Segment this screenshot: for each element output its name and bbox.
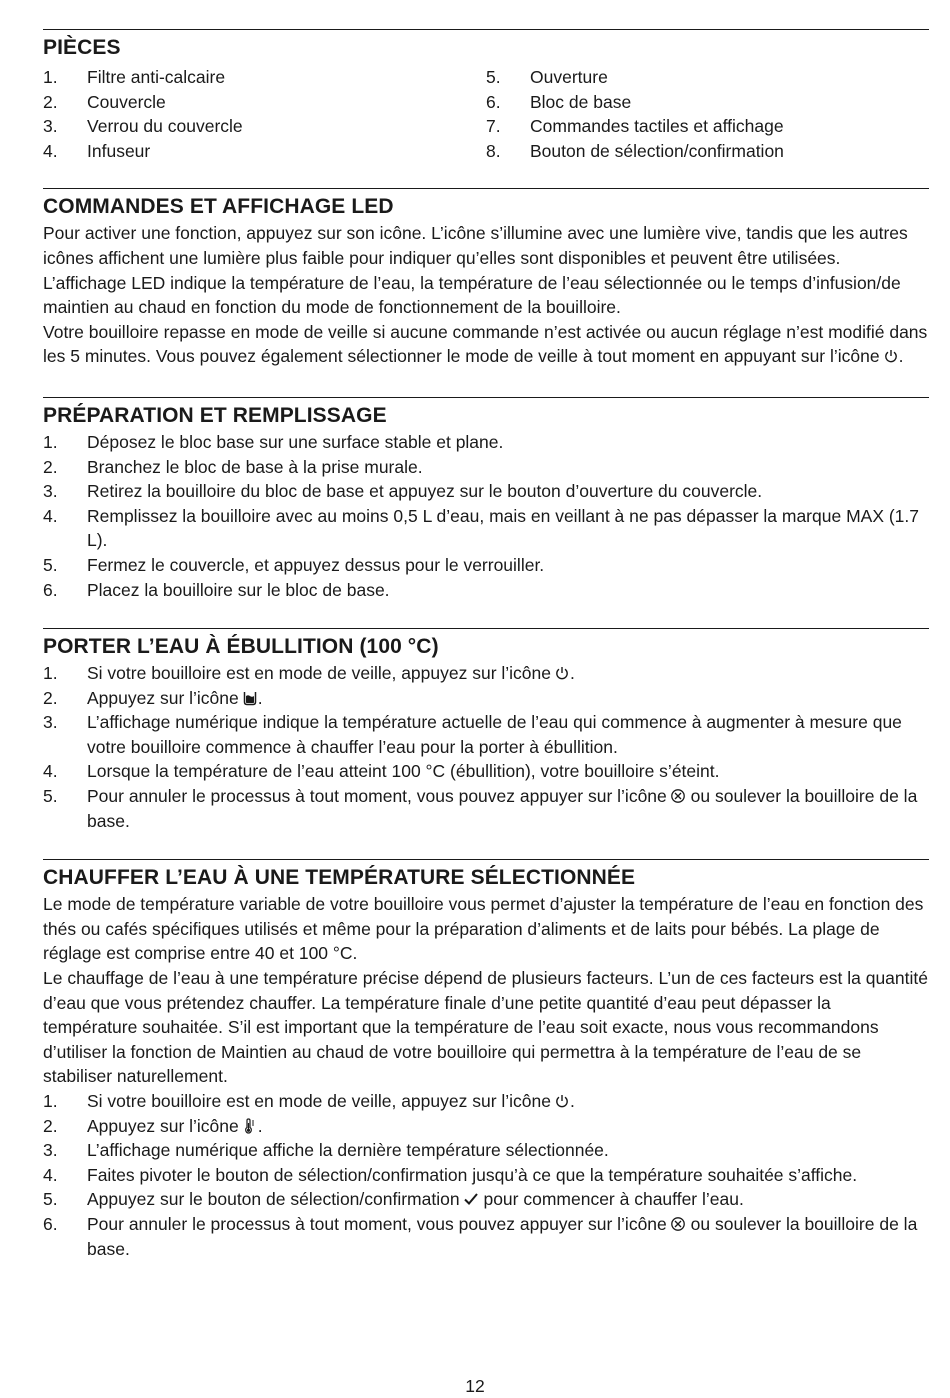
item-number: 4.: [43, 140, 58, 161]
item-number: 3.: [43, 481, 58, 502]
item-text: Ouverture: [530, 67, 608, 87]
item-text: Remplissez la bouilloire avec au moins 0,5 L d’eau, mais en veillant à ne pas dépasser la marque MAX (1.7 L).: [87, 505, 920, 551]
list-item: [486, 65, 929, 90]
boil-list: [43, 661, 929, 833]
item-text: Commandes tactiles et affichage: [530, 116, 784, 137]
item-text: Déposez le bloc base sur une surface stable et plane.: [87, 431, 504, 452]
power-icon: [554, 665, 570, 681]
list-item: [43, 578, 929, 603]
item-text: Placez la bouilloire sur le bloc de base.: [87, 579, 390, 600]
item-text: Couvercle: [87, 91, 166, 112]
heat-heading: CHAUFFER L’EAU À UNE TEMPÉRATURE SÉLECTIONNÉE: [43, 866, 636, 890]
item-number: 5.: [43, 554, 58, 575]
list-item: [486, 139, 929, 164]
list-item: 3. L’affichage numérique indique la température actuelle de l’eau qui commence à augmenter à mesure que votre bouilloire commence à chauffer l’eau pour la porter à ébullition.: [43, 712, 902, 757]
manual-page: [43, 0, 929, 1261]
list-item: 2. Appuyez sur l’icône .: [43, 1115, 263, 1136]
item-number: 6.: [43, 579, 58, 600]
item-text: Bouton de sélection/confirmation: [530, 140, 784, 161]
item-number: 6.: [486, 91, 501, 112]
item-text: Retirez la bouilloire du bloc de base et appuyez sur le bouton d’ouverture du couvercle.: [87, 481, 763, 502]
boil-section: [43, 628, 929, 833]
item-number: 1.: [43, 431, 58, 452]
list-item: 4. Lorsque la température de l’eau atteint 100 °C (ébullition), votre bouilloire s’éteint.: [43, 761, 720, 782]
item-number: 7.: [486, 116, 501, 137]
item-text: Verrou du couvercle: [87, 116, 243, 137]
thermometer-icon: [242, 1118, 258, 1134]
cancel-icon: [670, 1216, 686, 1232]
item-text: Branchez le bloc de base à la prise murale.: [87, 456, 423, 477]
list-item: 2. Appuyez sur l’icône .: [43, 687, 263, 708]
parts-section: [43, 29, 929, 163]
page-number: 12: [465, 1376, 485, 1396]
list-item: [43, 114, 486, 139]
parts-heading: PIÈCES: [43, 36, 121, 59]
item-number: 5.: [486, 67, 501, 87]
item-text: Filtre anti-calcaire: [87, 67, 226, 87]
item-text: Fermez le couvercle, et appuyez dessus pour le verrouiller.: [87, 554, 545, 575]
item-number: 8.: [486, 140, 501, 161]
controls-paragraph-2: L’affichage LED indique la température de l’eau, la température de l’eau sélectionnée ou le temps d’infusion/de maintien au chaud en fonction du mode de fonctionnement de la bouilloire.: [43, 272, 901, 318]
preparation-heading: PRÉPARATION ET REMPLISSAGE: [43, 403, 387, 427]
list-item: 4. Faites pivoter le bouton de sélection/confirmation jusqu’à ce que la température souhaitée s’affiche.: [43, 1164, 858, 1185]
controls-heading: COMMANDES ET AFFICHAGE LED: [43, 195, 394, 219]
list-item: 5. Pour annuler le processus à tout moment, vous pouvez appuyer sur l’icône ou soulever la bouilloire de la base.: [43, 786, 918, 831]
boil-heading: PORTER L’EAU À ÉBULLITION (100 °C): [43, 635, 439, 659]
list-item: [486, 114, 929, 139]
list-item: [43, 90, 486, 115]
list-item: 1. Si votre bouilloire est en mode de veille, appuyez sur l’icône .: [43, 663, 575, 684]
heat-list: [43, 1089, 929, 1261]
parts-lists: [43, 65, 929, 163]
list-item: [486, 90, 929, 115]
item-number: 3.: [43, 116, 58, 137]
heat-section: [43, 859, 929, 1261]
list-item: [43, 430, 929, 455]
list-item: [43, 455, 929, 480]
preparation-list: [43, 430, 929, 602]
list-item: [43, 139, 486, 164]
list-item: [43, 479, 929, 504]
controls-section: [43, 188, 929, 369]
controls-paragraph-3: Votre bouilloire repasse en mode de veille si aucune commande n’est activée ou aucun réglage n’est modifié dans les 5 minutes. Vous pouvez également sélectionner le mode de veille à tout moment en appuyant sur l’icône .: [43, 321, 928, 367]
item-number: 2.: [43, 456, 58, 477]
boil-kettle-icon: [242, 690, 258, 706]
list-item: [43, 504, 929, 553]
preparation-section: [43, 397, 929, 602]
heat-paragraph-2: Le chauffage de l’eau à une température précise dépend de plusieurs facteurs. L’un de ces facteurs est la quantité d’eau que vous prétendez chauffer. La température finale d’une petite quantité d’eau peut dépasser la température souhaitée. S’il est important que la température de l’eau soit exacte, nous vous recommandons d’utiliser la fonction de Maintien au chaud de votre bouilloire qui permettra à la température de l’eau de se stabiliser naturellement.: [43, 968, 928, 1087]
power-icon: [883, 348, 899, 364]
heat-paragraph-1: Le mode de température variable de votre bouilloire vous permet d’ajuster la température de l’eau en fonction des thés ou cafés spécifiques utilisés et même pour la préparation d’aliments et de laits pour bébés. La plage de réglage est comprise entre 40 et 100 °C.: [43, 894, 924, 964]
item-number: 4.: [43, 505, 58, 526]
parts-list-left: [43, 65, 486, 163]
list-item: 1. Si votre bouilloire est en mode de veille, appuyez sur l’icône .: [43, 1091, 575, 1111]
cancel-icon: [670, 788, 686, 804]
list-item: [43, 553, 929, 578]
item-number: 1.: [43, 67, 58, 87]
list-item: 5. Appuyez sur le bouton de sélection/confirmation pour commencer à chauffer l’eau.: [43, 1189, 744, 1210]
list-item: [43, 65, 486, 90]
item-number: 2.: [43, 91, 58, 112]
power-icon: [554, 1093, 570, 1109]
item-text: Infuseur: [87, 140, 151, 161]
list-item: 3. L’affichage numérique affiche la dernière température sélectionnée.: [43, 1140, 609, 1161]
list-item: 6. Pour annuler le processus à tout moment, vous pouvez appuyer sur l’icône ou soulever la bouilloire de la base.: [43, 1213, 918, 1259]
checkmark-icon: [463, 1191, 479, 1207]
parts-list-right: [486, 65, 929, 163]
controls-paragraph-1: Pour activer une fonction, appuyez sur son icône. L’icône s’illumine avec une lumière vive, tandis que les autres icônes affichent une lumière plus faible pour indiquer qu’elles sont disponibles et peuvent être utilisées.: [43, 223, 908, 268]
item-text: Bloc de base: [530, 91, 632, 112]
